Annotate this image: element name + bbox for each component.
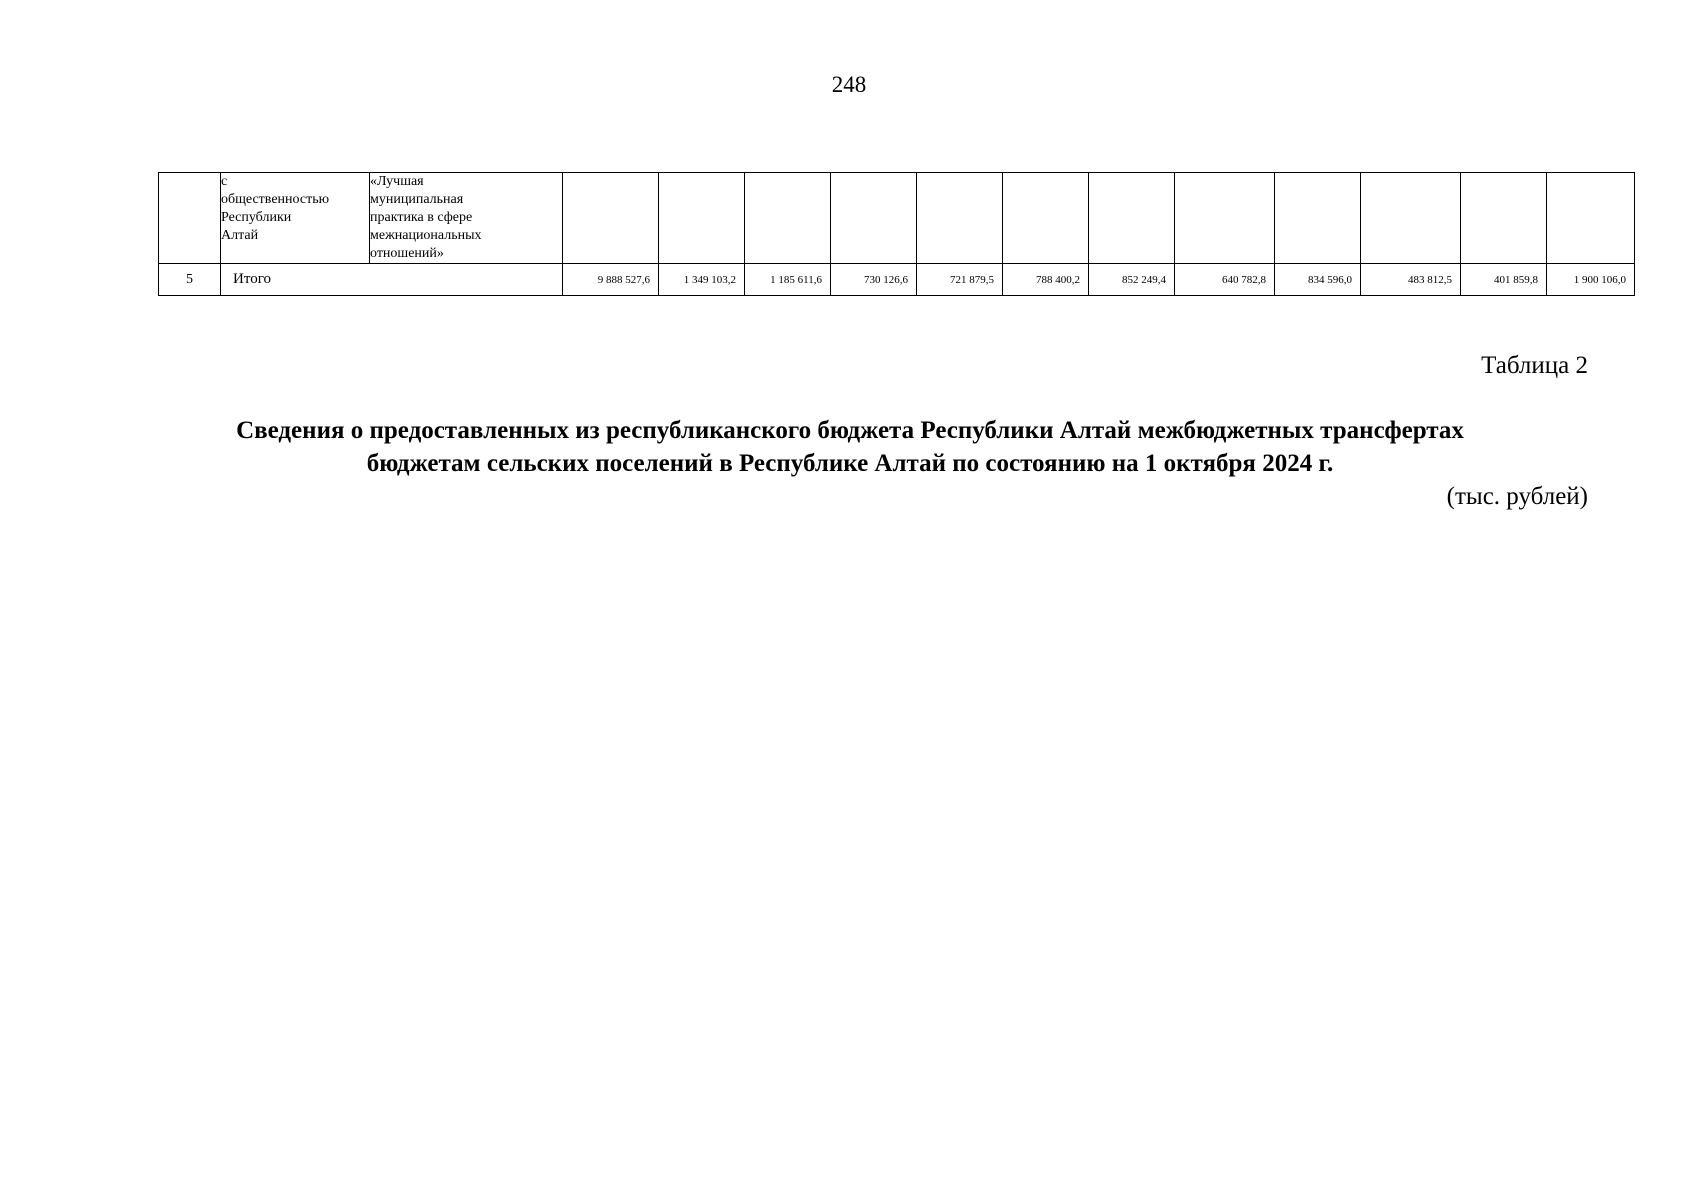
cell-total-value: 730 126,6 bbox=[831, 264, 917, 296]
table-row-total bbox=[159, 264, 1635, 296]
cell-purpose-line: муниципальная bbox=[370, 192, 464, 207]
table-row-continuation bbox=[159, 173, 1635, 264]
cell-recipient-line: Алтай bbox=[221, 228, 259, 243]
cell-recipient bbox=[221, 173, 370, 264]
cell-total-value: 401 859,8 bbox=[1461, 264, 1547, 296]
cell-empty bbox=[1175, 173, 1275, 264]
cell-empty bbox=[1361, 173, 1461, 264]
cell-total-value: 640 782,8 bbox=[1175, 264, 1275, 296]
cell-purpose-line: межнациональных bbox=[370, 228, 482, 243]
cell-total-value: 721 879,5 bbox=[917, 264, 1003, 296]
cell-total-value: 788 400,2 bbox=[1003, 264, 1089, 296]
cell-empty bbox=[745, 173, 831, 264]
table-heading bbox=[140, 414, 1560, 480]
cell-empty bbox=[1275, 173, 1361, 264]
cell-total-value: 1 900 106,0 bbox=[1547, 264, 1635, 296]
page-number: 248 bbox=[831, 72, 867, 97]
cell-purpose-line: «Лучшая bbox=[370, 174, 424, 189]
cell-total-label: Итого bbox=[221, 264, 563, 296]
table-heading-line: бюджетам сельских поселений в Республике Алтай по состоянию на 1 октября 2024 г. bbox=[366, 450, 1334, 477]
cell-empty bbox=[831, 173, 917, 264]
table-heading-line: Сведения о предоставленных из республиканского бюджета Республики Алтай межбюджетных трансфертах bbox=[236, 417, 1464, 444]
cell-empty bbox=[1547, 173, 1635, 264]
transfers-table-continuation bbox=[158, 172, 1635, 296]
cell-recipient-line: общественностью bbox=[221, 192, 330, 207]
cell-recipient-line: Республики bbox=[221, 210, 292, 225]
units-label: (тыс. рублей) bbox=[1446, 483, 1588, 510]
cell-purpose-line: практика в сфере bbox=[370, 210, 473, 225]
cell-row-index: 5 bbox=[159, 264, 221, 296]
cell-total-value: 1 185 611,6 bbox=[745, 264, 831, 296]
cell-index-empty bbox=[159, 173, 221, 264]
cell-empty bbox=[659, 173, 745, 264]
cell-empty bbox=[1089, 173, 1175, 264]
cell-total-value: 9 888 527,6 bbox=[563, 264, 659, 296]
cell-purpose-line: отношений» bbox=[370, 246, 444, 261]
cell-total-value: 834 596,0 bbox=[1275, 264, 1361, 296]
cell-recipient-line: с bbox=[221, 174, 228, 189]
cell-empty bbox=[1461, 173, 1547, 264]
cell-total-value: 852 249,4 bbox=[1089, 264, 1175, 296]
cell-empty bbox=[917, 173, 1003, 264]
table-label: Таблица 2 bbox=[1481, 352, 1588, 379]
cell-empty bbox=[563, 173, 659, 264]
cell-purpose bbox=[370, 173, 563, 264]
cell-total-value: 483 812,5 bbox=[1361, 264, 1461, 296]
cell-total-value: 1 349 103,2 bbox=[659, 264, 745, 296]
cell-empty bbox=[1003, 173, 1089, 264]
